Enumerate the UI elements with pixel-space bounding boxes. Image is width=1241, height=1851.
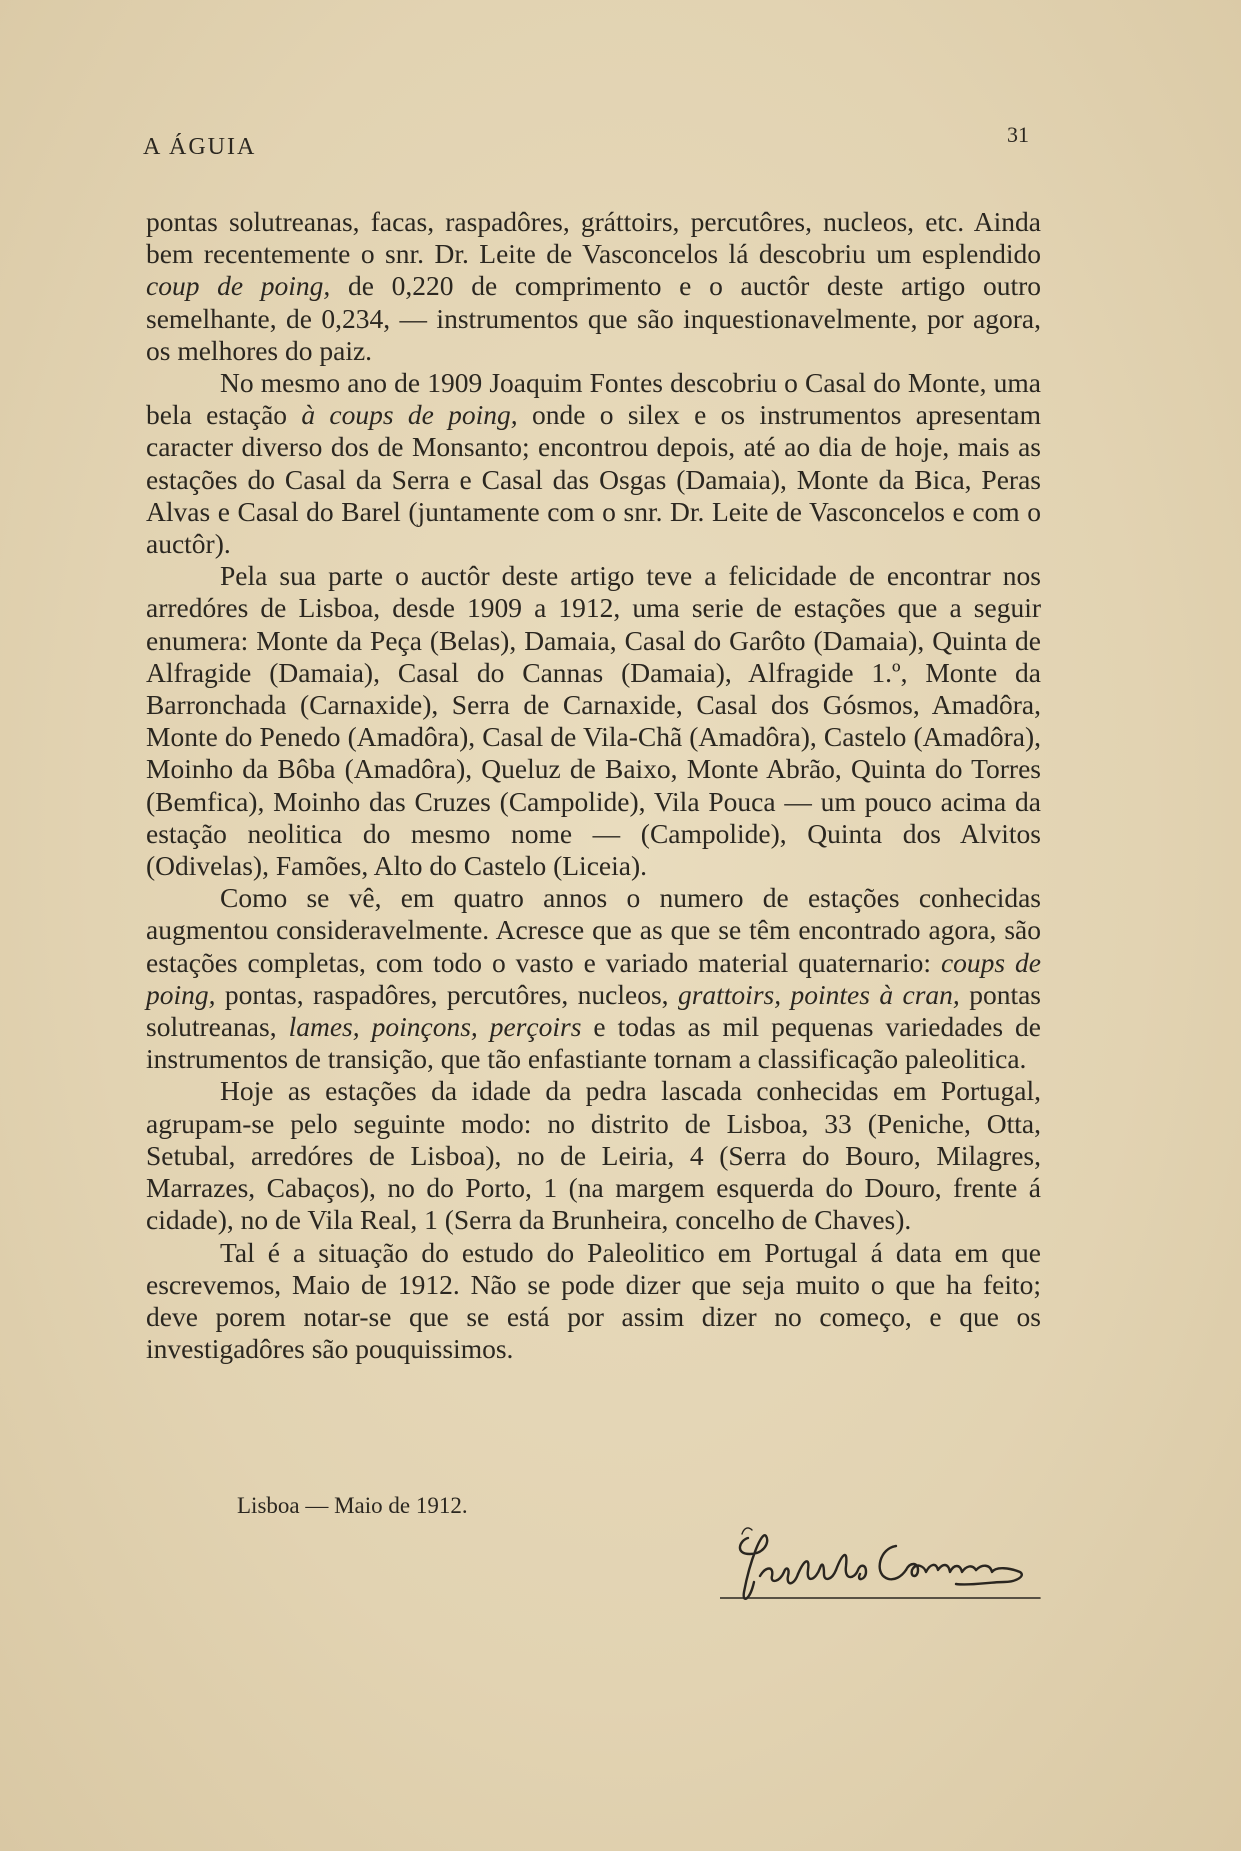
paragraph-2-italic-1: à coups de poing, xyxy=(301,399,518,431)
signature-image xyxy=(720,1520,1050,1630)
paragraph-3: Pela sua parte o auctôr deste artigo teve a felicidade de encontrar nos arredóres de Lisboa, desde 1909 a 1912, uma serie de estações que a seguir enumera: Monte da Peça (Belas), Damaia, Casal do Garôto (Damaia), Quinta de Alfragide (Damaia), Casal do Cannas (Damaia), Alfragide 1.º, Monte da Barronchada (Carnaxide), Serra de Carnaxide, Casal dos Gósmos, Amadôra, Monte do Penedo (Amadôra), Casal de Vila-Chã (Amadôra), Castelo (Amadôra), Moinho da Bôba (Amadôra), Queluz de Baixo, Monte Abrão, Quinta do Torres (Bemfica), Moinho das Cruzes (Campolide), Vila Pouca — um pouco acima da estação neolitica do mesmo nome — (Campolide), Quinta dos Alvitos (Odivelas), Famões, Alto do Castelo (Liceia). xyxy=(146,560,1041,882)
paragraph-5: Hoje as estações da idade da pedra lascada conhecidas em Portugal, agrupam-se pelo seguinte modo: no distrito de Lisboa, 33 (Peniche, Otta, Setubal, arredóres de Lisboa), no de Leiria, 4 (Serra do Bouro, Milagres, Marrazes, Cabaços), no do Porto, 1 (na margem esquerda do Douro, frente á cidade), no de Vila Real, 1 (Serra da Brunheira, concelho de Chaves). xyxy=(146,1075,1041,1236)
paragraph-1 xyxy=(146,206,1041,367)
paragraph-4-text-4: e todas as mil pequenas variedades de instrumentos de transição, que tão enfastiante tornam a classificação paleolitica. xyxy=(146,1011,1041,1075)
paragraph-4-text-2: pontas, raspadôres, percutôres, nucleos, xyxy=(215,978,678,1010)
paragraph-2-text-2: onde o silex e os instrumentos apresentam caracter diverso dos de Monsanto; encontrou depois, até ao dia de hoje, mais as estações do Casal da Serra e Casal das Osgas (Damaia), Monte da Bica, Peras Alvas e Casal do Barel (juntamente com o snr. Dr. Leite de Vasconcelos e com o auctôr). xyxy=(146,399,1041,560)
paragraph-2 xyxy=(146,367,1041,560)
paragraph-4 xyxy=(146,882,1041,1075)
paragraph-4-italic-3: lames, poinçons, perçoirs xyxy=(288,1011,582,1043)
paragraph-4-text-3: pontas solutreanas, xyxy=(146,978,1041,1043)
paragraph-6: Tal é a situação do estudo do Paleolitico em Portugal á data em que escrevemos, Maio de 1912. Não se pode dizer que seja muito o que ha feito; deve porem notar-se que se está por assim dizer no começo, e que os investigadôres são pouquissimos. xyxy=(146,1236,1041,1365)
paragraph-4-italic-1: coups de poing, xyxy=(146,946,1041,1010)
paragraph-2-text-1: No mesmo ano de 1909 Joaquim Fontes descobriu o Casal do Monte, uma bela estação xyxy=(146,367,1041,431)
paragraph-1-text-2: de 0,220 de comprimento e o auctôr deste artigo outro semelhante, de 0,234, — instrumentos que são inquestionavelmente, por agora, os melhores do paiz. xyxy=(146,270,1041,366)
paragraph-4-text-1: Como se vê, em quatro annos o numero de estações conhecidas augmentou consideravelmente. Acresce que as que se têm encontrado agora, são estações completas, com todo o vasto e variado material quaternario: xyxy=(146,882,1041,978)
page-number: 31 xyxy=(1007,122,1029,147)
paragraph-1-text-1: pontas solutreanas, facas, raspadôres, gráttoirs, percutôres, nucleos, etc. Ainda bem recentemente o snr. Dr. Leite de Vasconcelos lá descobriu um esplendido xyxy=(146,206,1041,270)
article-body xyxy=(146,206,1041,1365)
running-head: A ÁGUIA xyxy=(143,134,257,160)
paragraph-1-italic-1: coup de poing, xyxy=(146,270,331,302)
dateline: Lisboa — Maio de 1912. xyxy=(237,1493,468,1518)
paragraph-4-italic-2: grattoirs, pointes à cran, xyxy=(677,978,960,1010)
